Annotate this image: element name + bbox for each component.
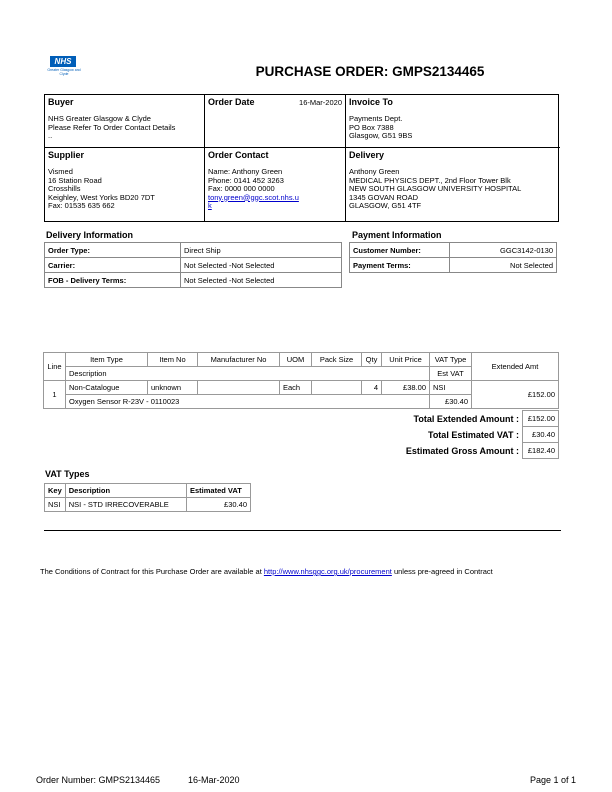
payment-info-table — [349, 242, 557, 273]
item-pack-size — [312, 381, 362, 395]
divider — [44, 530, 561, 531]
order-contact-cell — [205, 148, 346, 221]
item-extended-amt: £152.00 — [472, 381, 559, 409]
item-manufacturer-no — [198, 381, 280, 395]
col-item-type-header: Item Type — [66, 353, 148, 367]
item-type: Non-Catalogue — [66, 381, 148, 395]
payment-info-title: Payment Information — [352, 230, 442, 240]
supplier-line: Keighley, West Yorks BD20 7DT — [48, 192, 155, 202]
col-item-no-header: Item No — [148, 353, 198, 367]
payment-info-row — [350, 258, 557, 273]
gross-amount-value: £182.40 — [523, 443, 559, 459]
buyer-line: NHS Greater Glasgow & Clyde — [48, 114, 151, 123]
payment-info-label: Payment Terms: — [350, 258, 450, 273]
order-date-heading: Order Date — [208, 97, 255, 107]
delivery-info-value: Not Selected -Not Selected — [181, 258, 342, 273]
payment-info-value: Not Selected — [450, 258, 557, 273]
delivery-heading: Delivery — [349, 150, 385, 160]
footer-order-number: Order Number: GMPS2134465 — [36, 775, 161, 785]
item-vat-type: NSI — [430, 381, 472, 395]
total-vat-value: £30.40 — [523, 427, 559, 443]
supplier-line: Fax: 01535 635 662 — [48, 201, 115, 210]
buyer-line: .. — [48, 131, 53, 140]
invoice-to-line: Glasgow, G51 9BS — [349, 131, 413, 140]
buyer-heading: Buyer — [48, 97, 74, 107]
table-row — [45, 498, 251, 512]
col-uom-header: UOM — [280, 353, 312, 367]
total-vat-label: Total Estimated VAT : — [427, 429, 519, 440]
supplier-heading: Supplier — [48, 150, 85, 160]
delivery-info-title: Delivery Information — [46, 230, 134, 240]
supplier-line: Crosshills — [48, 184, 81, 193]
totals-table — [370, 410, 559, 459]
conditions-text — [40, 567, 493, 576]
total-extended-label: Total Extended Amount : — [413, 413, 519, 424]
vat-types-table — [44, 483, 251, 512]
vat-types-title: VAT Types — [45, 469, 90, 479]
delivery-cell — [346, 148, 560, 221]
conditions-before: The Conditions of Contract for this Purchase Order are available at — [40, 567, 264, 576]
col-line-header: Line — [44, 353, 66, 381]
page-title: PURCHASE ORDER: GMPS2134465 — [255, 64, 485, 79]
totals-row — [370, 427, 559, 443]
payment-info-value: GGC3142-0130 — [450, 243, 557, 258]
vat-key-header: Key — [45, 484, 66, 498]
order-contact-line: Name: Anthony Green — [208, 167, 283, 176]
delivery-line: GLASGOW, G51 4TF — [349, 201, 422, 210]
gross-amount-label: Estimated Gross Amount : — [405, 445, 519, 456]
procurement-link[interactable]: http://www.nhsggc.org.uk/procurement — [263, 567, 392, 576]
supplier-line: 16 Station Road — [48, 175, 102, 185]
delivery-line: Anthony Green — [349, 167, 400, 176]
conditions-after: unless pre-agreed in Contract — [391, 567, 493, 576]
delivery-info-value: Direct Ship — [181, 243, 342, 258]
vat-header-row — [45, 484, 251, 498]
payment-info-row — [350, 243, 557, 258]
vat-estimated: £30.40 — [187, 498, 251, 512]
order-date-value: 16-Mar-2020 — [299, 98, 342, 107]
delivery-info-label: Carrier: — [45, 258, 181, 273]
delivery-info-table — [44, 242, 342, 288]
delivery-info-label: FOB - Delivery Terms: — [45, 273, 181, 288]
col-manufacturer-no-header: Manufacturer No — [198, 353, 280, 367]
item-est-vat: £30.40 — [430, 395, 472, 409]
delivery-info-row — [45, 258, 342, 273]
delivery-info-value: Not Selected -Not Selected — [181, 273, 342, 288]
order-header-grid — [44, 94, 559, 222]
nhs-logo-mark: NHS — [50, 56, 76, 67]
totals-row — [370, 443, 559, 459]
invoice-to-line: Payments Dept. — [349, 114, 403, 123]
order-contact-heading: Order Contact — [208, 150, 269, 160]
delivery-line: 1345 GOVAN ROAD — [349, 192, 419, 202]
buyer-cell — [45, 95, 205, 148]
payment-info-label: Customer Number: — [350, 243, 450, 258]
line-items-table — [43, 352, 559, 409]
supplier-cell — [45, 148, 205, 221]
delivery-info-label: Order Type: — [45, 243, 181, 258]
table-row — [44, 381, 559, 395]
col-qty-header: Qty — [362, 353, 382, 367]
totals-row — [370, 411, 559, 427]
invoice-to-heading: Invoice To — [349, 97, 393, 107]
supplier-line: Vismed — [48, 167, 73, 176]
nhs-logo — [47, 56, 81, 82]
col-vat-type-header: VAT Type — [430, 353, 472, 367]
item-line: 1 — [44, 381, 66, 409]
vat-estimated-header: Estimated VAT — [187, 484, 251, 498]
order-contact-line: Phone: 0141 452 3263 — [208, 175, 284, 185]
footer-date: 16-Mar-2020 — [188, 775, 240, 785]
vat-key: NSI — [45, 498, 66, 512]
item-no: unknown — [148, 381, 198, 395]
col-pack-size-header: Pack Size — [312, 353, 362, 367]
item-description: Oxygen Sensor R-23V - 0110023 — [66, 395, 430, 409]
delivery-line: MEDICAL PHYSICS DEPT., 2nd Floor Tower Blk — [349, 175, 511, 185]
delivery-info-row — [45, 273, 342, 288]
invoice-to-line: PO Box 7388 — [349, 122, 394, 132]
order-contact-email-link[interactable]: tony.green@ggc.scot.nhs.u — [208, 192, 299, 202]
footer-page-number: Page 1 of 1 — [529, 775, 576, 785]
total-extended-value: £152.00 — [523, 411, 559, 427]
vat-description-header: Description — [65, 484, 186, 498]
order-contact-line: Fax: 0000 000 0000 — [208, 184, 275, 193]
col-unit-price-header: Unit Price — [382, 353, 430, 367]
delivery-info-row — [45, 243, 342, 258]
item-uom: Each — [280, 381, 312, 395]
buyer-line: Please Refer To Order Contact Details — [48, 122, 176, 132]
col-extended-amt-header: Extended Amt — [472, 353, 559, 381]
item-qty: 4 — [362, 381, 382, 395]
invoice-to-cell — [346, 95, 560, 148]
nhs-logo-subtitle: Greater Glasgow and Clyde — [47, 68, 81, 76]
col-est-vat-header: Est VAT — [430, 367, 472, 381]
order-contact-email-link-cont[interactable]: k — [208, 201, 212, 210]
delivery-line: NEW SOUTH GLASGOW UNIVERSITY HOSPITAL — [349, 184, 522, 193]
col-description-header: Description — [66, 367, 430, 381]
vat-description: NSI - STD IRRECOVERABLE — [65, 498, 186, 512]
order-date-cell — [205, 95, 346, 148]
items-header-row — [44, 353, 559, 367]
item-unit-price: £38.00 — [382, 381, 430, 395]
